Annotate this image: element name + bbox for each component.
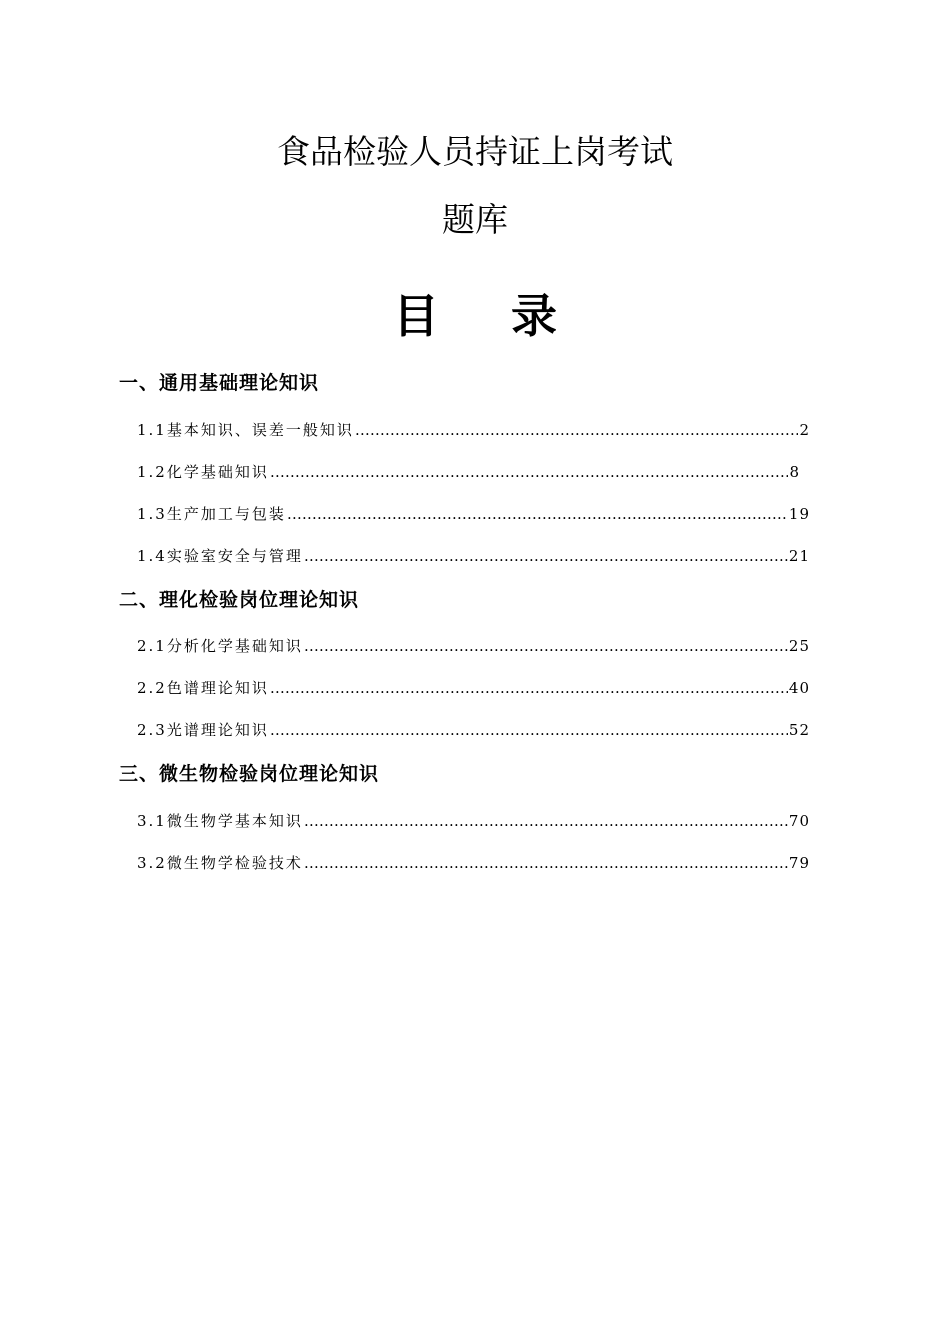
toc-leader-dots [304, 852, 788, 874]
toc-entry[interactable] [137, 852, 810, 874]
toc-leader-dots [287, 503, 788, 525]
toc-entry-page: 79 [788, 854, 810, 872]
toc-entry-label: 2.3光谱理论知识 [137, 721, 269, 739]
toc-entry-page: 19 [788, 505, 810, 523]
toc-entry-label: 3.2微生物学检验技术 [137, 854, 303, 872]
toc-entry-page: 70 [788, 812, 810, 830]
toc-section-heading: 三、微生物检验岗位理论知识 [119, 763, 380, 785]
toc-leader-dots [270, 461, 789, 483]
toc-entry-page: 40 [788, 679, 810, 697]
toc-entry-label: 1.3生产加工与包装 [137, 505, 286, 523]
toc-entry-label: 1.4实验室安全与管理 [137, 547, 303, 565]
toc-entry-page: 25 [788, 637, 810, 655]
toc-entry-label: 1.2化学基础知识 [137, 463, 269, 481]
toc-leader-dots [270, 719, 788, 741]
document-subtitle: 题库 [442, 200, 508, 239]
toc-entry-label: 2.2色谱理论知识 [137, 679, 269, 697]
toc-entry-page: 52 [788, 721, 810, 739]
toc-entry[interactable] [137, 810, 810, 832]
toc-entry[interactable] [137, 503, 810, 525]
toc-entry[interactable] [137, 545, 810, 567]
toc-entry[interactable] [137, 461, 800, 483]
toc-entry[interactable] [137, 635, 810, 657]
toc-entry-page: 2 [799, 421, 810, 439]
toc-leader-dots [304, 810, 788, 832]
toc-entry-label: 2.1分析化学基础知识 [137, 637, 303, 655]
toc-entry[interactable] [137, 419, 810, 441]
toc-heading: 目录 [393, 289, 629, 343]
toc-entry[interactable] [137, 677, 810, 699]
toc-leader-dots [304, 635, 788, 657]
toc-entry-label: 1.1基本知识、误差一般知识 [137, 421, 354, 439]
toc-entry-page: 8 [789, 463, 800, 481]
toc-entry-page: 21 [788, 547, 810, 565]
toc-leader-dots [304, 545, 788, 567]
toc-leader-dots [270, 677, 788, 699]
toc-leader-dots [355, 419, 799, 441]
toc-entry-label: 3.1微生物学基本知识 [137, 812, 303, 830]
toc-entry[interactable] [137, 719, 810, 741]
toc-section-heading: 二、理化检验岗位理论知识 [119, 589, 360, 611]
toc-section-heading: 一、通用基础理论知识 [119, 372, 320, 394]
document-title: 食品检验人员持证上岗考试 [277, 132, 673, 171]
